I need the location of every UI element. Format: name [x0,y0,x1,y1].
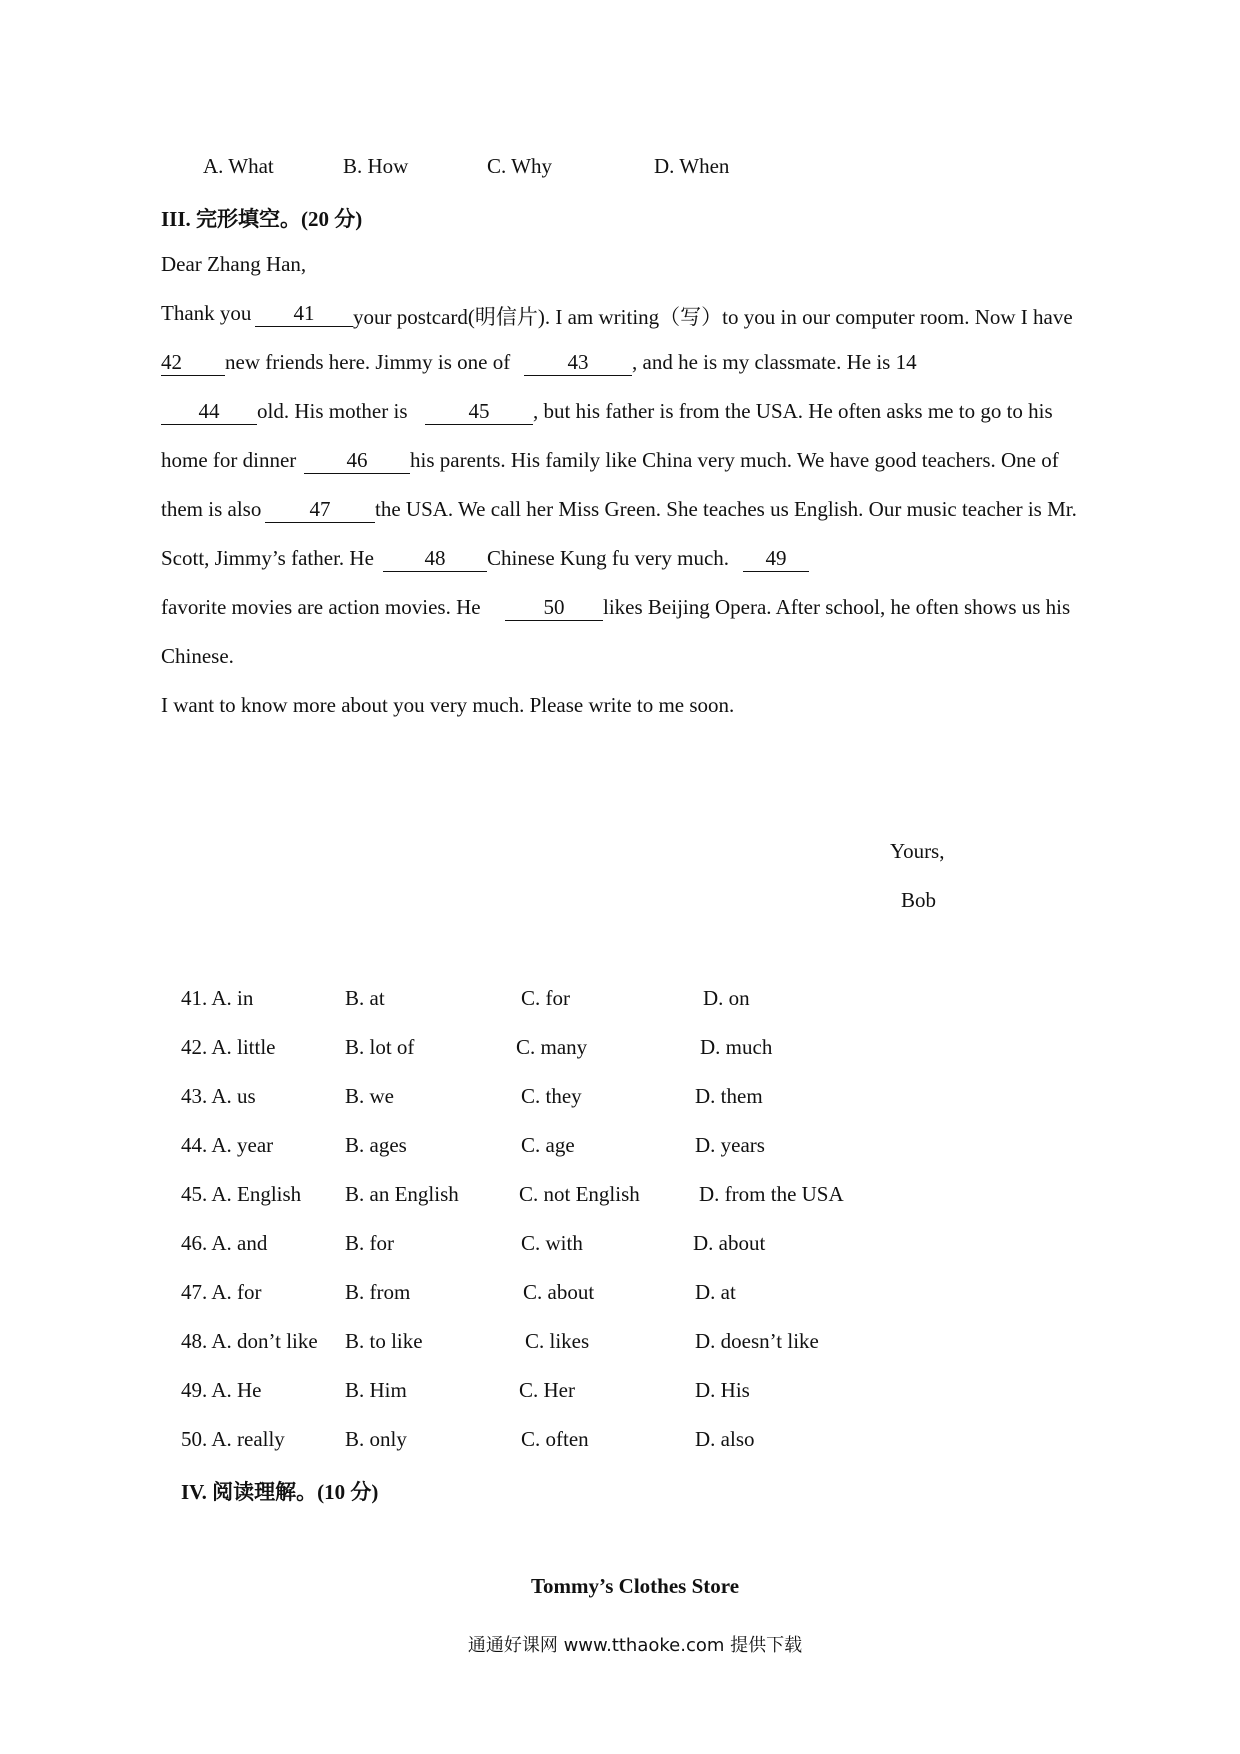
choice-c: C. Her [519,1378,575,1402]
choice-d: D. at [695,1280,736,1304]
choice-b: B. for [345,1231,394,1255]
choice-a: 44. A. year [181,1133,274,1157]
option-c: C. Why [487,154,552,178]
letter-line-5: them is also 47 the USA. We call her Miss Green. She teaches us English. Our music teacher is Mr. [161,497,1077,521]
question-45 [181,1182,901,1212]
blank-46: 46 [304,448,410,474]
letter-line-6: Scott, Jimmy’s father. He 48 Chinese Kung fu very much. 49 [161,546,1107,576]
blank-45: 45 [425,399,533,425]
reading-title: Tommy’s Clothes Store [530,1574,740,1598]
choice-b: B. from [345,1280,411,1304]
letter-signature: Bob [901,888,937,912]
choice-a: 45. A. English [181,1182,302,1206]
choice-c: C. often [521,1427,589,1451]
question-46 [181,1231,901,1261]
choice-d: D. years [695,1133,765,1157]
choice-d: D. from the USA [699,1182,844,1206]
choice-b: B. lot of [345,1035,415,1059]
choice-c: C. with [521,1231,583,1255]
choice-a: 48. A. don’t like [181,1329,318,1353]
letter-line-4: home for dinner 46 his parents. His family like China very much. We have good teachers. One of [161,448,1059,472]
question-47 [181,1280,901,1310]
choice-b: B. only [345,1427,407,1451]
page-footer: 通通好课网 www.tthaoke.com 提供下载 [467,1635,803,1656]
choice-d: D. about [693,1231,766,1255]
choice-d: D. on [703,986,750,1010]
choice-b: B. an English [345,1182,459,1206]
choice-a: 49. A. He [181,1378,262,1402]
section-3-heading: III. 完形填空。(20 分) [161,207,363,231]
letter-line-9: I want to know more about you very much. Please write to me soon. [161,693,735,717]
question-42 [181,1035,901,1065]
choice-a: 42. A. little [181,1035,276,1059]
choice-a: 41. A. in [181,986,254,1010]
choice-b: B. at [345,986,385,1010]
question-43 [181,1084,901,1114]
letter-line-7: favorite movies are action movies. He 50 likes Beijing Opera. After school, he often shows us his [161,595,1071,619]
question-41 [181,986,901,1016]
choice-c: C. likes [525,1329,590,1353]
choice-c: C. they [521,1084,582,1108]
blank-44: 44 [161,399,257,425]
letter-line-3: 44 old. His mother is 45 , but his father is from the USA. He often asks me to go to his [161,399,1107,429]
letter-line-2: 42 new friends here. Jimmy is one of 43 , and he is my classmate. He is 14 [161,350,917,374]
choice-d: D. much [700,1035,773,1059]
choice-d: D. His [695,1378,750,1402]
letter-salutation: Dear Zhang Han, [161,252,307,276]
choice-d: D. also [695,1427,755,1451]
choice-b: B. ages [345,1133,407,1157]
option-b: B. How [343,154,409,178]
question-49 [181,1378,901,1408]
blank-41: 41 [255,301,353,327]
choice-d: D. doesn’t like [695,1329,819,1353]
choice-c: C. about [523,1280,595,1304]
choice-c: C. many [516,1035,588,1059]
option-d: D. When [654,154,730,178]
choice-a: 47. A. for [181,1280,262,1304]
choice-b: B. to like [345,1329,423,1353]
choice-b: B. we [345,1084,394,1108]
option-a: A. What [203,154,274,178]
choice-c: C. not English [519,1182,640,1206]
letter-line-1: Thank you 41 your postcard(明信片). I am writing（写）to you in our computer room. Now I have [161,301,1073,329]
blank-42: 42 [161,350,225,376]
letter-line-8: Chinese. [161,644,234,668]
section-4-heading: IV. 阅读理解。(10 分) [181,1480,379,1504]
blank-47: 47 [265,497,375,523]
question-48 [181,1329,901,1359]
blank-50: 50 [505,595,603,621]
choice-b: B. Him [345,1378,407,1402]
question-50 [181,1427,901,1457]
choice-c: C. age [521,1133,575,1157]
choice-c: C. for [521,986,570,1010]
choice-d: D. them [695,1084,763,1108]
question-44 [181,1133,901,1163]
letter-closing: Yours, [890,839,945,863]
blank-43: 43 [524,350,632,376]
choice-a: 50. A. really [181,1427,285,1451]
choice-a: 46. A. and [181,1231,268,1255]
choice-a: 43. A. us [181,1084,256,1108]
blank-49: 49 [743,546,809,572]
blank-48: 48 [383,546,487,572]
